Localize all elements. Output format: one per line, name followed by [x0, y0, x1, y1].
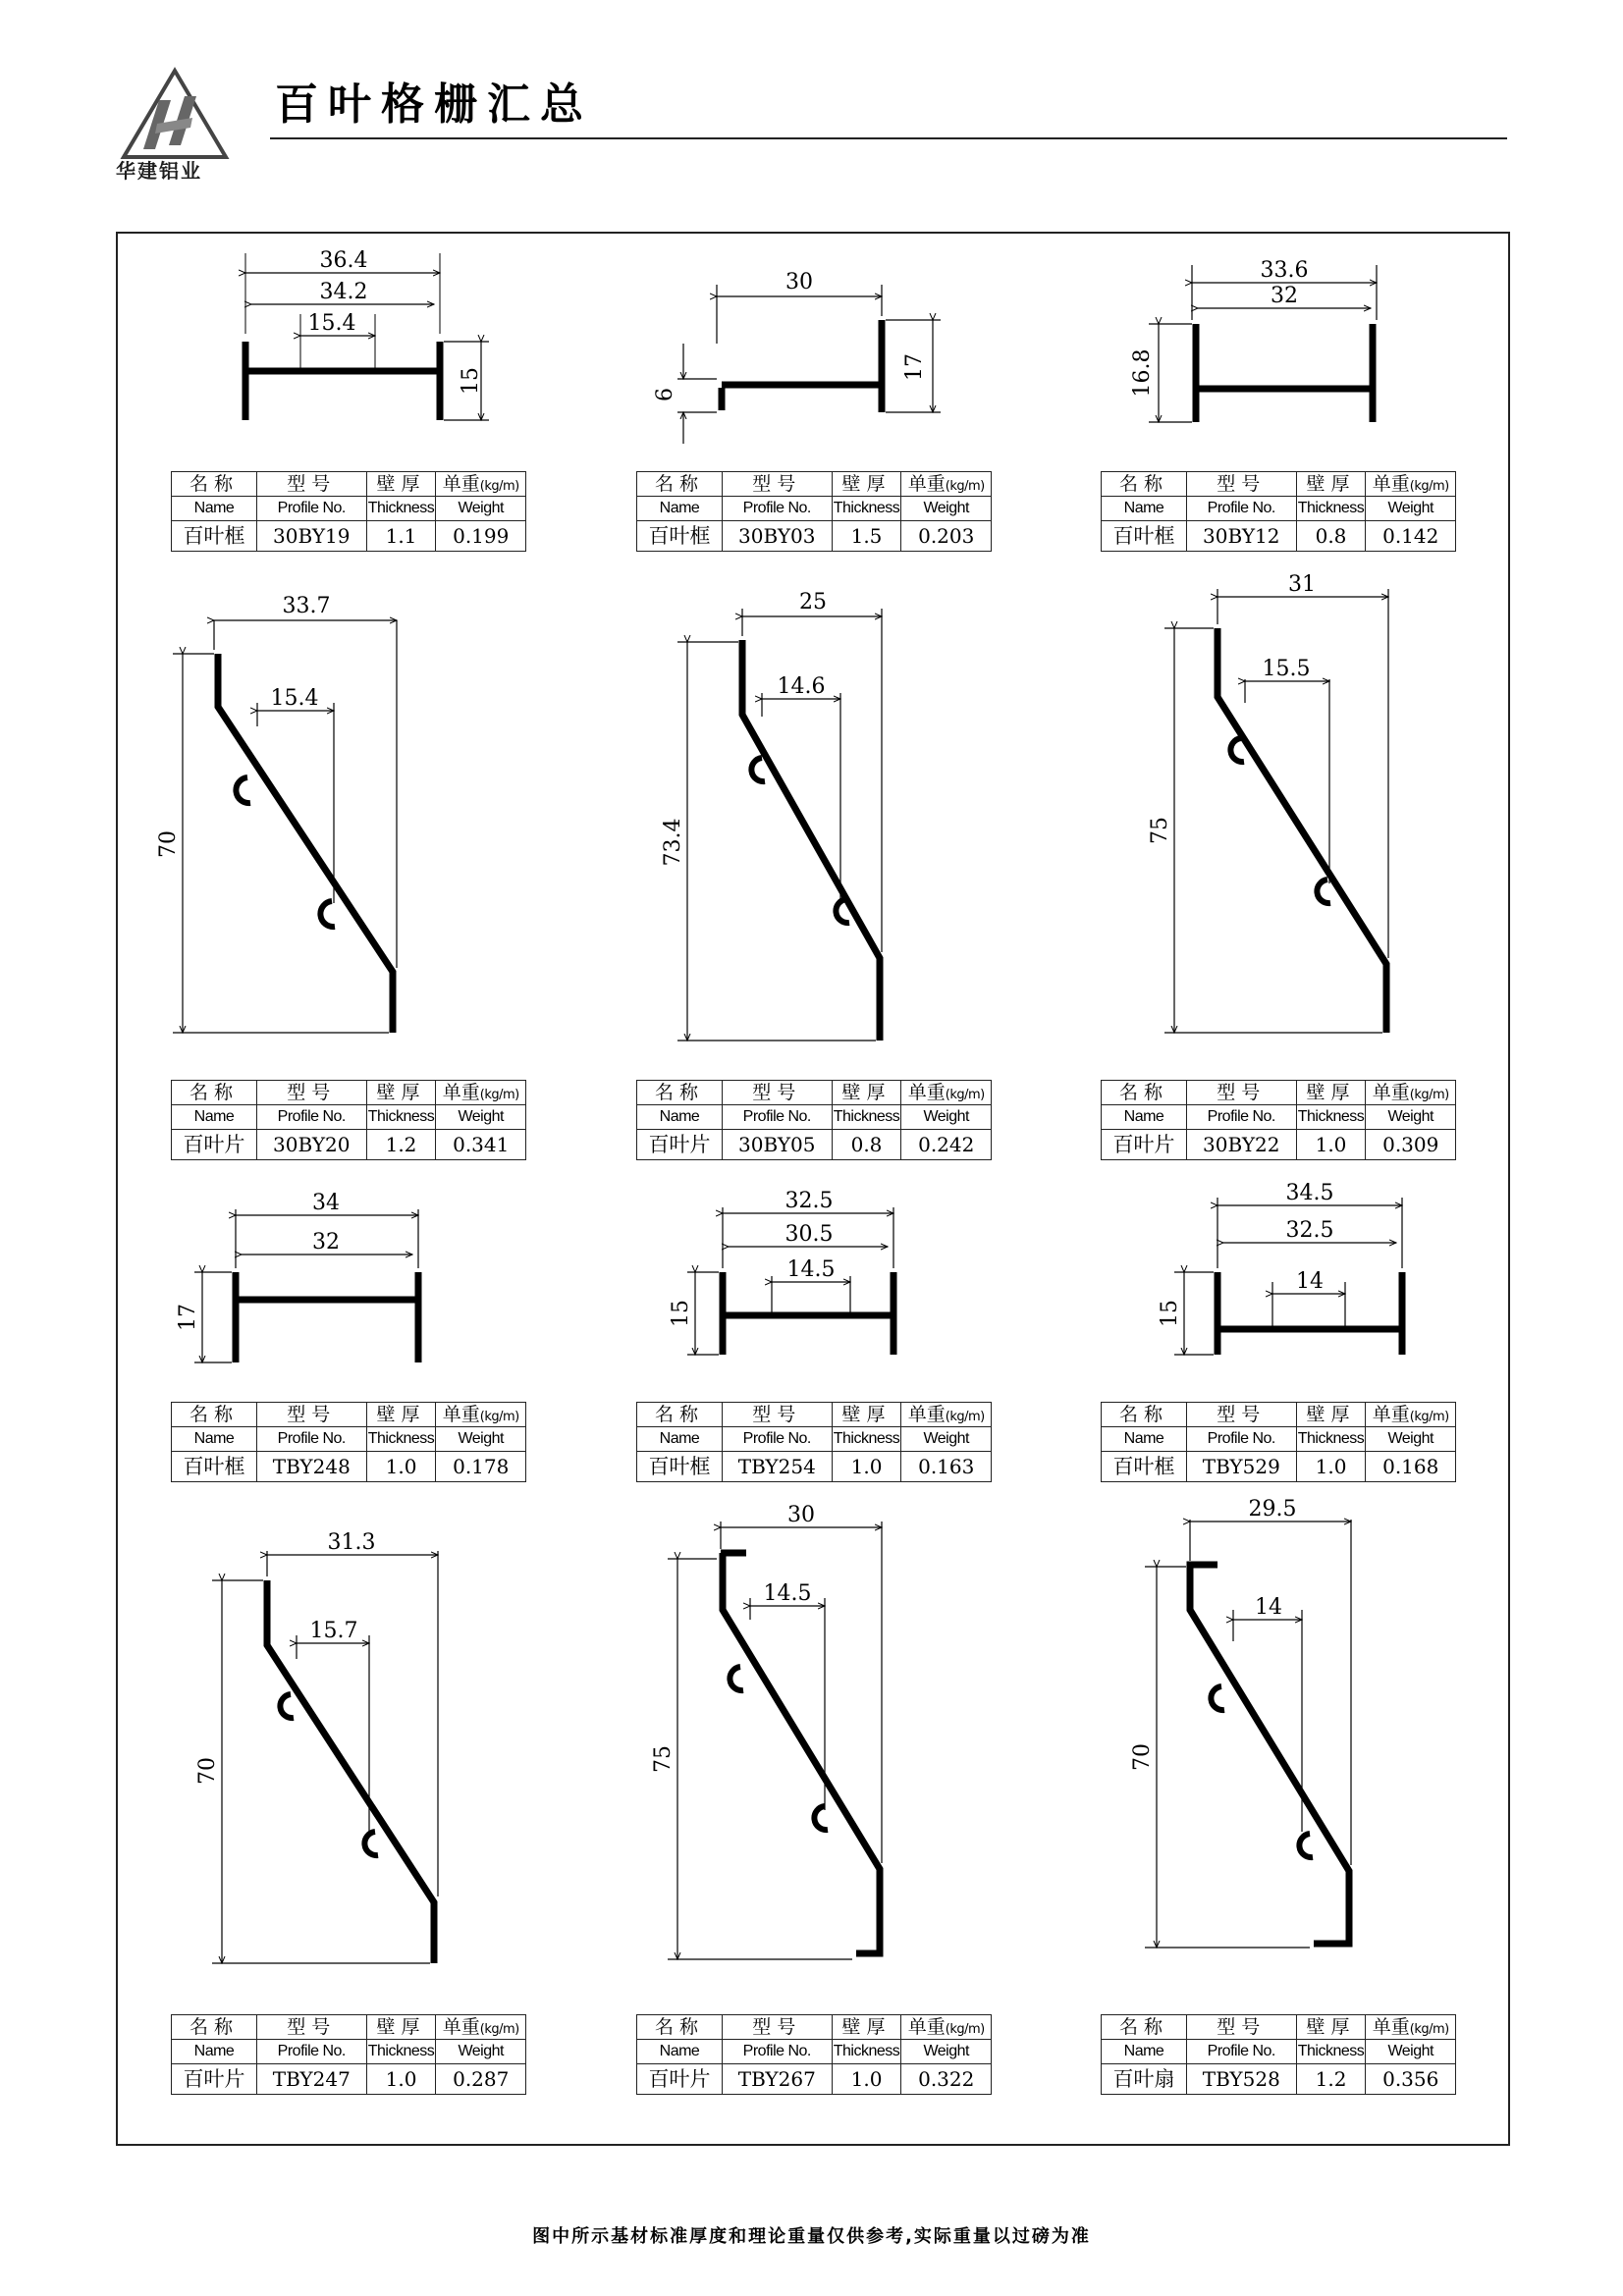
- header-profile-cn: 型号: [1186, 1081, 1296, 1105]
- profile-drawing-30BY20: [173, 620, 397, 1033]
- header-thickness-en: Thickness: [832, 1105, 901, 1130]
- dim-label: 15.5: [1262, 657, 1311, 681]
- header-thickness-en: Thickness: [1296, 497, 1366, 521]
- header-thickness-cn: 壁厚: [832, 472, 901, 497]
- dim-label: 15: [669, 1300, 693, 1327]
- header-weight-en: Weight: [901, 497, 992, 521]
- header-name-en: Name: [172, 1427, 257, 1452]
- header-name-cn: 名称: [1102, 472, 1187, 497]
- weight-cn: 单重: [442, 1081, 480, 1103]
- header-profile-cn: 型号: [722, 472, 832, 497]
- cell-weight: 0.309: [1366, 1130, 1456, 1160]
- header-thickness-en: Thickness: [366, 1427, 436, 1452]
- weight-unit: (kg/m): [945, 1409, 985, 1424]
- dim-label: 70: [156, 830, 181, 858]
- cell-profile-no: TBY267: [722, 2064, 832, 2095]
- header-profile-cn: 型号: [256, 2015, 366, 2040]
- header-profile-en: Profile No.: [1186, 1427, 1296, 1452]
- dim-label: 14.6: [777, 674, 826, 699]
- dim-label: 31.3: [327, 1530, 376, 1555]
- cell-weight: 0.322: [901, 2064, 992, 2095]
- header-thickness-cn: 壁厚: [366, 2015, 436, 2040]
- cell-profile-no: 30BY05: [722, 1130, 832, 1160]
- cell-name: 百叶片: [637, 1130, 723, 1160]
- weight-cn: 单重: [907, 1403, 946, 1425]
- cell-name: 百叶片: [172, 1130, 257, 1160]
- weight-cn: 单重: [907, 2015, 946, 2038]
- header-profile-en: Profile No.: [722, 1427, 832, 1452]
- weight-unit: (kg/m): [479, 1409, 519, 1424]
- header-name-en: Name: [172, 1105, 257, 1130]
- header-name-cn: 名称: [172, 472, 257, 497]
- header-weight-cn: [436, 1081, 526, 1105]
- spec-table: [636, 1080, 992, 1160]
- header-profile-en: Profile No.: [722, 1105, 832, 1130]
- dim-label: 25: [799, 590, 827, 614]
- weight-unit: (kg/m): [945, 1087, 985, 1102]
- header-profile-cn: 型号: [722, 1081, 832, 1105]
- header-weight-cn: [901, 472, 992, 497]
- header-name-en: Name: [172, 497, 257, 521]
- header-thickness-en: Thickness: [1296, 2040, 1366, 2064]
- header-name-cn: 名称: [172, 2015, 257, 2040]
- weight-cn: 单重: [442, 472, 480, 495]
- weight-unit: (kg/m): [945, 2021, 985, 2037]
- weight-cn: 单重: [1372, 2015, 1410, 2038]
- dim-label: 34.5: [1285, 1181, 1334, 1205]
- header-thickness-en: Thickness: [366, 1105, 436, 1130]
- spec-table: [1101, 2014, 1456, 2095]
- dim-label: 70: [195, 1757, 220, 1785]
- profile-drawing-30BY12: [1149, 265, 1377, 422]
- header-name-en: Name: [637, 497, 723, 521]
- header-weight-cn: [1366, 1081, 1456, 1105]
- weight-unit: (kg/m): [1409, 1087, 1449, 1102]
- dim-label: 34.2: [319, 280, 368, 304]
- cell-weight: 0.341: [436, 1130, 526, 1160]
- header-weight-cn: [901, 1403, 992, 1427]
- weight-unit: (kg/m): [1409, 478, 1449, 494]
- header-thickness-en: Thickness: [1296, 1427, 1366, 1452]
- header-profile-en: Profile No.: [256, 1105, 366, 1130]
- header-profile-cn: 型号: [1186, 2015, 1296, 2040]
- cell-thickness: 1.0: [832, 1452, 901, 1482]
- dim-label: 14: [1255, 1595, 1282, 1620]
- header-thickness-en: Thickness: [832, 497, 901, 521]
- weight-cn: 单重: [907, 472, 946, 495]
- spec-table: [1101, 471, 1456, 552]
- weight-cn: 单重: [442, 2015, 480, 2038]
- header-weight-cn: [1366, 472, 1456, 497]
- header-name-en: Name: [1102, 1427, 1187, 1452]
- header-weight-en: Weight: [436, 1427, 526, 1452]
- cell-profile-no: 30BY22: [1186, 1130, 1296, 1160]
- header-thickness-cn: 壁厚: [1296, 2015, 1366, 2040]
- cell-profile-no: TBY529: [1186, 1452, 1296, 1482]
- header-name-en: Name: [172, 2040, 257, 2064]
- header-name-cn: 名称: [637, 472, 723, 497]
- weight-unit: (kg/m): [945, 478, 985, 494]
- cell-name: 百叶框: [172, 521, 257, 552]
- dim-label: 30: [785, 270, 813, 294]
- dim-label: 75: [651, 1745, 676, 1773]
- header-name-en: Name: [1102, 2040, 1187, 2064]
- cell-thickness: 1.1: [366, 521, 436, 552]
- header-profile-en: Profile No.: [256, 497, 366, 521]
- dim-label: 73.4: [661, 818, 685, 867]
- weight-unit: (kg/m): [479, 478, 519, 494]
- header-weight-en: Weight: [1366, 1427, 1456, 1452]
- header-weight-en: Weight: [436, 1105, 526, 1130]
- spec-table: [171, 1080, 526, 1160]
- header-weight-cn: [436, 472, 526, 497]
- profile-drawing-TBY248: [194, 1209, 418, 1362]
- dim-label: 30: [787, 1503, 815, 1527]
- dim-label: 14: [1296, 1269, 1324, 1294]
- header-thickness-en: Thickness: [366, 2040, 436, 2064]
- cell-profile-no: 30BY03: [722, 521, 832, 552]
- cell-thickness: 1.0: [832, 2064, 901, 2095]
- weight-unit: (kg/m): [1409, 2021, 1449, 2037]
- cell-name: 百叶框: [637, 1452, 723, 1482]
- header-weight-cn: [901, 1081, 992, 1105]
- profile-drawing-TBY247: [212, 1551, 438, 1963]
- logo-text: 华建铝业: [116, 159, 202, 183]
- cell-name: 百叶片: [172, 2064, 257, 2095]
- header-weight-en: Weight: [436, 497, 526, 521]
- cell-profile-no: 30BY12: [1186, 521, 1296, 552]
- dim-label: 17: [902, 353, 927, 381]
- header-thickness-en: Thickness: [366, 497, 436, 521]
- spec-table: [171, 1402, 526, 1482]
- dim-label: 15.7: [309, 1619, 358, 1643]
- header-thickness-cn: 壁厚: [1296, 1081, 1366, 1105]
- profile-drawing-TBY528: [1145, 1520, 1351, 1948]
- header-thickness-cn: 壁厚: [832, 1403, 901, 1427]
- header-profile-en: Profile No.: [722, 497, 832, 521]
- header-profile-en: Profile No.: [1186, 497, 1296, 521]
- dim-label: 17: [176, 1304, 200, 1331]
- weight-unit: (kg/m): [479, 1087, 519, 1102]
- cell-profile-no: 30BY19: [256, 521, 366, 552]
- profile-drawing-30BY03: [677, 285, 941, 444]
- dim-label: 33.7: [282, 594, 331, 618]
- dim-label: 14.5: [786, 1257, 836, 1282]
- header-profile-cn: 型号: [256, 1403, 366, 1427]
- header-name-cn: 名称: [1102, 1081, 1187, 1105]
- header-thickness-cn: 壁厚: [366, 1403, 436, 1427]
- dim-label: 15.4: [270, 686, 319, 711]
- spec-table: [171, 2014, 526, 2095]
- cell-weight: 0.287: [436, 2064, 526, 2095]
- header-name-en: Name: [1102, 497, 1187, 521]
- header-profile-cn: 型号: [1186, 472, 1296, 497]
- spec-table: [171, 471, 526, 552]
- dim-label: 32: [312, 1230, 340, 1255]
- cell-thickness: 1.0: [366, 1452, 436, 1482]
- weight-cn: 单重: [1372, 1081, 1410, 1103]
- cell-weight: 0.168: [1366, 1452, 1456, 1482]
- header-profile-cn: 型号: [256, 1081, 366, 1105]
- spec-table: [636, 471, 992, 552]
- dim-label: 32.5: [1285, 1218, 1334, 1243]
- profile-drawing-30BY22: [1164, 589, 1388, 1033]
- header-thickness-cn: 壁厚: [832, 1081, 901, 1105]
- header-thickness-cn: 壁厚: [366, 1081, 436, 1105]
- dim-label: 29.5: [1248, 1497, 1297, 1522]
- header-weight-en: Weight: [901, 1105, 992, 1130]
- dim-label: 34: [312, 1191, 340, 1215]
- header-weight-en: Weight: [901, 1427, 992, 1452]
- page-title: 百叶格栅汇总: [275, 80, 593, 130]
- header-name-cn: 名称: [1102, 2015, 1187, 2040]
- header-thickness-en: Thickness: [1296, 1105, 1366, 1130]
- weight-unit: (kg/m): [1409, 1409, 1449, 1424]
- weight-cn: 单重: [907, 1081, 946, 1103]
- dim-label: 33.6: [1260, 258, 1309, 283]
- cell-thickness: 1.2: [366, 1130, 436, 1160]
- dim-label: 32: [1271, 284, 1298, 308]
- header-weight-cn: [1366, 1403, 1456, 1427]
- dim-label: 32.5: [784, 1189, 834, 1213]
- header-name-cn: 名称: [172, 1081, 257, 1105]
- spec-table: [636, 1402, 992, 1482]
- header-weight-en: Weight: [1366, 1105, 1456, 1130]
- dim-label: 14.5: [763, 1581, 812, 1606]
- dim-label: 30.5: [784, 1222, 834, 1247]
- header-profile-en: Profile No.: [722, 2040, 832, 2064]
- cell-name: 百叶框: [637, 521, 723, 552]
- header-weight-cn: [1366, 2015, 1456, 2040]
- header-weight-en: Weight: [901, 2040, 992, 2064]
- cell-thickness: 0.8: [832, 1130, 901, 1160]
- header-name-cn: 名称: [637, 2015, 723, 2040]
- cell-name: 百叶框: [172, 1452, 257, 1482]
- header-profile-en: Profile No.: [1186, 2040, 1296, 2064]
- spec-table: [1101, 1080, 1456, 1160]
- header-weight-cn: [436, 1403, 526, 1427]
- cell-weight: 0.203: [901, 521, 992, 552]
- header-name-en: Name: [637, 1105, 723, 1130]
- cell-thickness: 0.8: [1296, 521, 1366, 552]
- cell-profile-no: TBY528: [1186, 2064, 1296, 2095]
- profile-drawing-30BY19: [245, 253, 489, 420]
- header-profile-cn: 型号: [256, 472, 366, 497]
- cell-thickness: 1.2: [1296, 2064, 1366, 2095]
- header-thickness-cn: 壁厚: [832, 2015, 901, 2040]
- header-name-cn: 名称: [1102, 1403, 1187, 1427]
- dim-label: 6: [653, 388, 677, 401]
- dim-label: 15: [1158, 1300, 1182, 1327]
- dim-label: 75: [1148, 817, 1172, 844]
- cell-thickness: 1.0: [1296, 1452, 1366, 1482]
- cell-thickness: 1.0: [1296, 1130, 1366, 1160]
- header-name-en: Name: [637, 1427, 723, 1452]
- cell-weight: 0.163: [901, 1452, 992, 1482]
- spec-table: [1101, 1402, 1456, 1482]
- header-profile-en: Profile No.: [1186, 1105, 1296, 1130]
- dim-label: 36.4: [319, 248, 368, 273]
- cell-name: 百叶片: [1102, 1130, 1187, 1160]
- cell-weight: 0.356: [1366, 2064, 1456, 2095]
- header-thickness-cn: 壁厚: [366, 472, 436, 497]
- cell-weight: 0.199: [436, 521, 526, 552]
- cell-weight: 0.178: [436, 1452, 526, 1482]
- header-name-en: Name: [1102, 1105, 1187, 1130]
- header-name-cn: 名称: [637, 1081, 723, 1105]
- spec-table: [636, 2014, 992, 2095]
- weight-unit: (kg/m): [479, 2021, 519, 2037]
- cell-profile-no: 30BY20: [256, 1130, 366, 1160]
- header-thickness-cn: 壁厚: [1296, 472, 1366, 497]
- header-name-en: Name: [637, 2040, 723, 2064]
- cell-thickness: 1.0: [366, 2064, 436, 2095]
- cell-profile-no: TBY247: [256, 2064, 366, 2095]
- header-profile-en: Profile No.: [256, 2040, 366, 2064]
- header-name-cn: 名称: [637, 1403, 723, 1427]
- header-weight-en: Weight: [1366, 497, 1456, 521]
- header-profile-en: Profile No.: [256, 1427, 366, 1452]
- header-weight-cn: [436, 2015, 526, 2040]
- cell-name: 百叶框: [1102, 1452, 1187, 1482]
- cell-name: 百叶框: [1102, 521, 1187, 552]
- header-weight-cn: [901, 2015, 992, 2040]
- header-weight-en: Weight: [1366, 2040, 1456, 2064]
- dim-label: 16.8: [1130, 348, 1155, 398]
- dim-label: 70: [1130, 1743, 1155, 1771]
- dim-label: 15: [459, 367, 483, 395]
- cell-name: 百叶扇: [1102, 2064, 1187, 2095]
- header-thickness-en: Thickness: [832, 2040, 901, 2064]
- weight-cn: 单重: [1372, 1403, 1410, 1425]
- footer-note: 图中所示基材标准厚度和理论重量仅供参考,实际重量以过磅为准: [532, 2226, 1091, 2247]
- cell-profile-no: TBY248: [256, 1452, 366, 1482]
- cell-name: 百叶片: [637, 2064, 723, 2095]
- profile-drawing-30BY05: [677, 609, 882, 1041]
- header-profile-cn: 型号: [722, 2015, 832, 2040]
- cell-weight: 0.242: [901, 1130, 992, 1160]
- cell-thickness: 1.5: [832, 521, 901, 552]
- header-thickness-cn: 壁厚: [1296, 1403, 1366, 1427]
- weight-cn: 单重: [1372, 472, 1410, 495]
- header-weight-en: Weight: [436, 2040, 526, 2064]
- header-thickness-en: Thickness: [832, 1427, 901, 1452]
- header-profile-cn: 型号: [722, 1403, 832, 1427]
- dim-label: 15.4: [307, 311, 356, 336]
- cell-profile-no: TBY254: [722, 1452, 832, 1482]
- header-name-cn: 名称: [172, 1403, 257, 1427]
- header-profile-cn: 型号: [1186, 1403, 1296, 1427]
- dim-label: 31: [1288, 572, 1316, 597]
- weight-cn: 单重: [442, 1403, 480, 1425]
- cell-weight: 0.142: [1366, 521, 1456, 552]
